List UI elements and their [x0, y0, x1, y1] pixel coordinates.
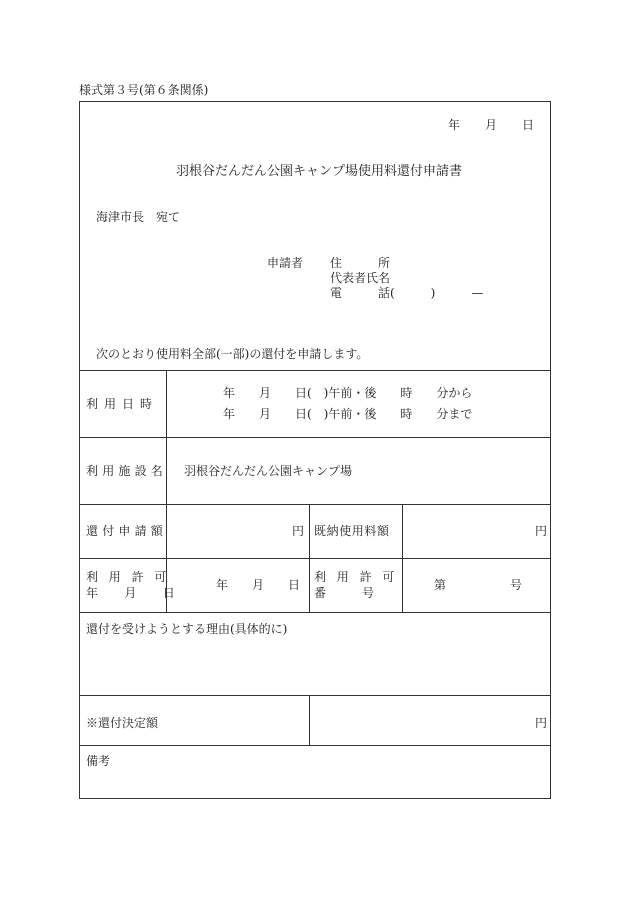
value-column-divider — [402, 504, 403, 612]
refund-application-form — [79, 101, 551, 799]
refund-amount-unit: 円 — [292, 524, 305, 538]
date-day: 日 — [522, 118, 535, 132]
date-year: 年 — [448, 118, 461, 132]
addressee: 海津市長 宛て — [96, 210, 181, 224]
paid-amount-label: 既納使用料額 — [314, 524, 390, 538]
row-divider — [80, 745, 550, 746]
facility-label: 利用施設名 — [86, 464, 168, 478]
decision-column-divider — [309, 695, 310, 745]
reason-label: 還付を受けようとする理由(具体的に) — [86, 622, 288, 636]
remarks-label: 備考 — [86, 754, 111, 768]
permit-date-label-bottom: 年 月 日 — [86, 586, 183, 600]
row-divider — [80, 695, 550, 696]
application-statement: 次のとおり使用料全部(一部)の還付を申請します。 — [96, 347, 369, 361]
row-divider — [80, 437, 550, 438]
permit-number-label-top: 利用許可 — [314, 570, 406, 584]
document-title: 羽根谷だんだん公園キャンプ場使用料還付申請書 — [176, 164, 463, 179]
permit-number-label-bottom: 番 号 — [314, 586, 375, 600]
row-divider — [80, 370, 550, 371]
refund-amount-label: 還付申請額 — [86, 524, 168, 538]
paid-amount-unit: 円 — [535, 524, 548, 538]
applicant-phone-label: 電 話( ) — — [330, 286, 484, 300]
permit-number-suffix: 号 — [510, 578, 523, 592]
row-divider — [80, 504, 550, 505]
row-divider — [80, 612, 550, 613]
usage-datetime-to[interactable]: 年 月 日( )午前・後 時 分まで — [223, 407, 473, 421]
row-divider — [80, 558, 550, 559]
usage-datetime-from[interactable]: 年 月 日( )午前・後 時 分から — [223, 386, 473, 400]
applicant-label: 申請者 — [267, 256, 304, 270]
date-month: 月 — [485, 118, 498, 132]
facility-value: 羽根谷だんだん公園キャンプ場 — [184, 464, 353, 478]
decision-unit: 円 — [535, 716, 548, 730]
decision-label: ※還付決定額 — [86, 716, 159, 730]
middle-column-divider — [309, 504, 310, 612]
applicant-representative-label: 代表者氏名 — [330, 271, 391, 285]
permit-number-prefix: 第 — [434, 578, 447, 592]
permit-date-value[interactable]: 年 月 日 — [216, 578, 301, 592]
applicant-address-label: 住 所 — [330, 256, 391, 270]
form-number: 様式第３号(第６条関係) — [79, 83, 209, 97]
permit-date-label-top: 利用許可 — [86, 570, 178, 584]
usage-datetime-label: 利用日時 — [86, 397, 159, 411]
